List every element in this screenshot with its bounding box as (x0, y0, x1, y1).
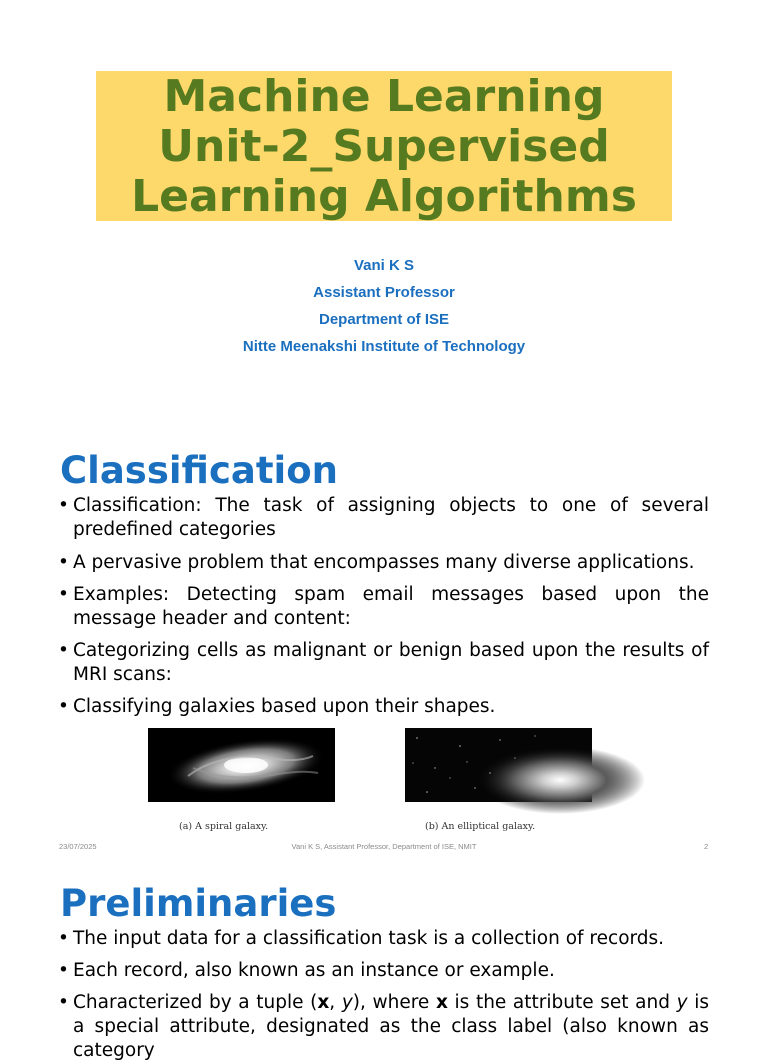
bullet-dot: • (58, 584, 69, 605)
bullet-dot: • (58, 495, 69, 516)
bullet-item (58, 927, 709, 951)
author-title: Assistant Professor (313, 284, 455, 301)
bullet-text: Classifying galaxies based upon their shapes. (73, 696, 496, 717)
slide-heading: Classification (60, 449, 338, 492)
bullet-text: Characterized by a tuple (x, y), where x is the attribute set and y is a special attribute, designated as the class label (also known as category (73, 992, 709, 1061)
bullet-text: Examples: Detecting spam email messages based upon the message header and content: (73, 584, 709, 629)
bullet-dot: • (58, 696, 69, 717)
title-line-3: Learning Algorithms (131, 171, 637, 222)
bullet-text: A pervasive problem that encompasses many diverse applications. (73, 552, 695, 573)
footer-author: Vani K S, Assistant Professor, Department of ISE, NMIT (291, 842, 477, 851)
bullet-dot: • (58, 640, 69, 661)
bullet-dot: • (58, 960, 69, 981)
bullet-text: Classification: The task of assigning objects to one of several predefined categories (73, 495, 709, 540)
spiral-galaxy-caption: (a) A spiral galaxy. (179, 821, 269, 832)
elliptical-galaxy-caption: (b) An elliptical galaxy. (425, 821, 536, 832)
bullet-item (58, 991, 709, 1061)
slide-heading: Preliminaries (60, 882, 337, 925)
bullet-text: Categorizing cells as malignant or benign based upon the results of MRI scans: (73, 640, 709, 685)
author-department: Department of ISE (318, 311, 450, 328)
bullet-text: Each record, also known as an instance or example. (73, 960, 555, 981)
bullet-dot: • (58, 928, 69, 949)
title-line-1: Machine Learning (163, 71, 605, 122)
bullet-text: The input data for a classification task is a collection of records. (73, 928, 665, 949)
title-line-2: Unit-2_Supervised (158, 121, 610, 172)
footer-page-number: 2 (704, 842, 709, 851)
bullet-dot: • (58, 552, 69, 573)
footer-date: 23/07/2025 (59, 842, 97, 851)
bullet-item (58, 959, 709, 983)
author-institute: Nitte Meenakshi Institute of Technology (242, 338, 526, 355)
bullet-dot: • (58, 992, 69, 1013)
author-name: Vani K S (353, 257, 415, 274)
